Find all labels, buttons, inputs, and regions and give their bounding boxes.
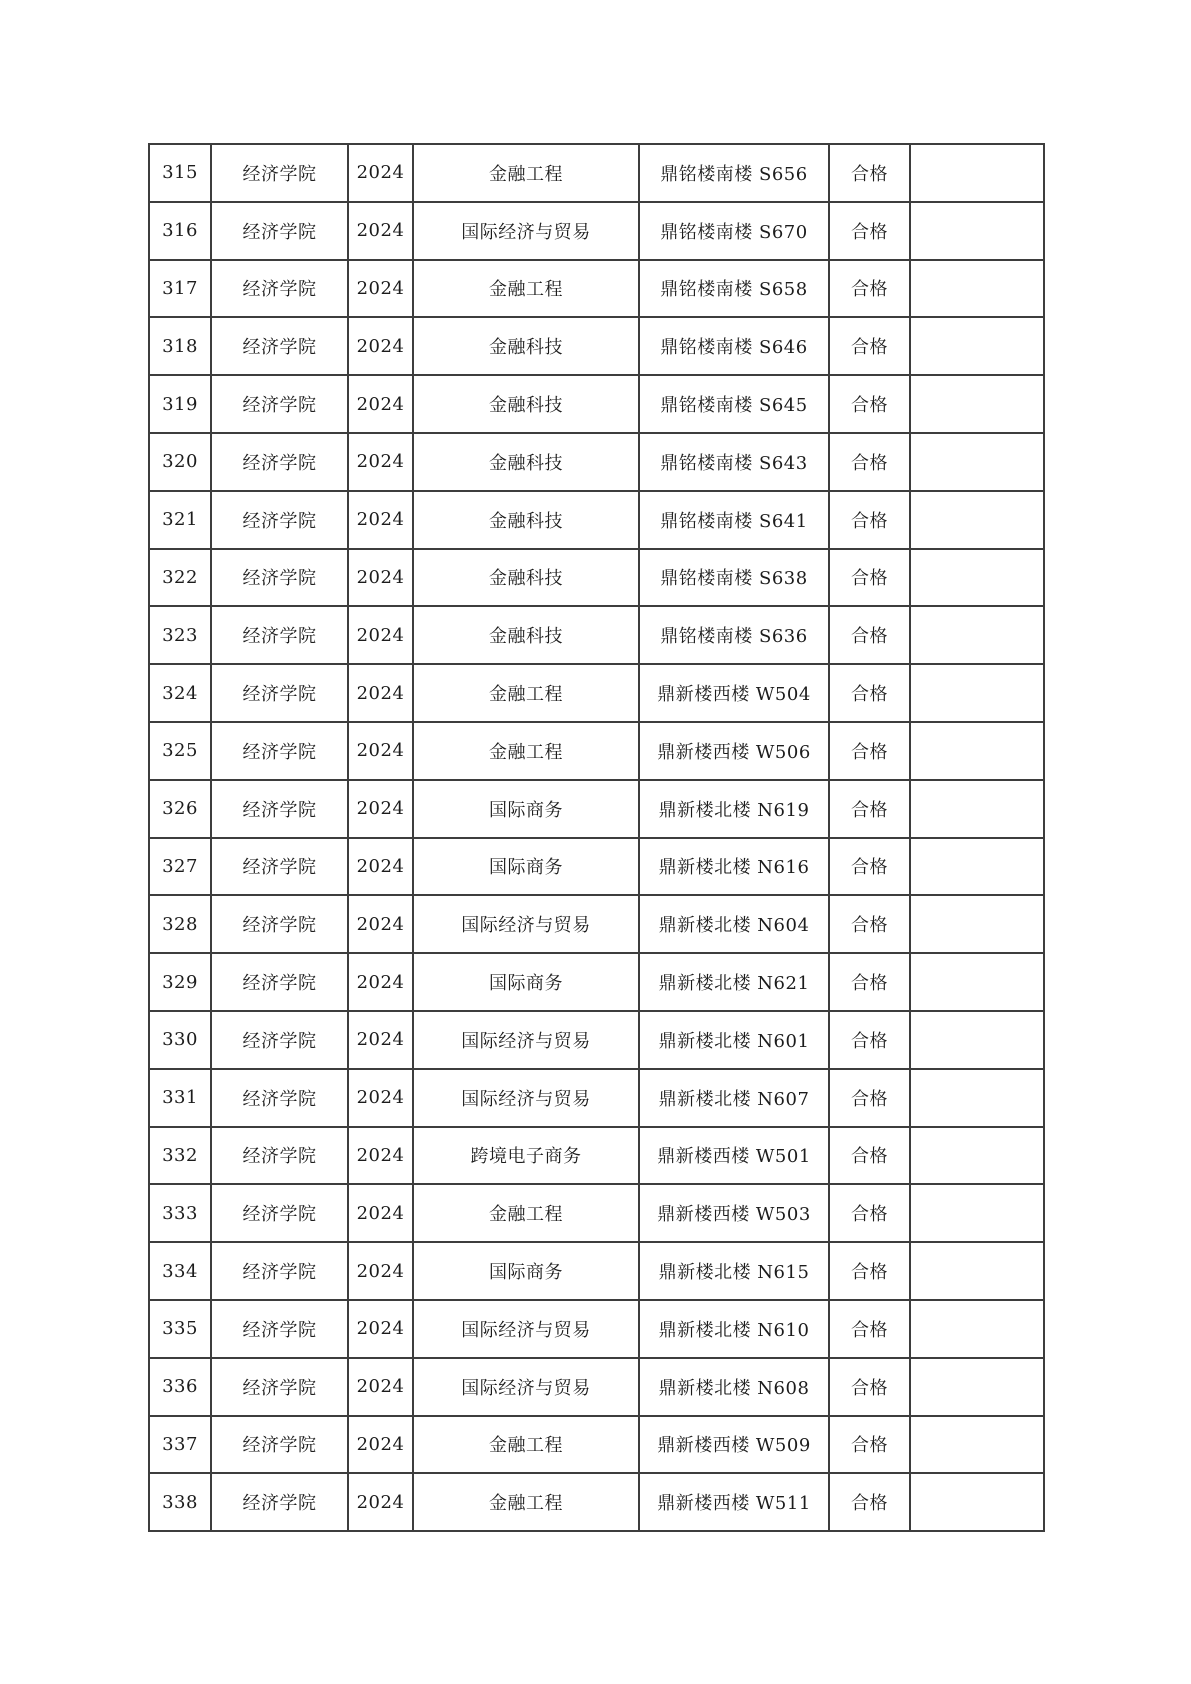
room-cell: 鼎新楼北楼 N601 bbox=[639, 1011, 829, 1069]
row-number-cell: 332 bbox=[149, 1127, 211, 1185]
room-cell: 鼎铭楼南楼 S646 bbox=[639, 317, 829, 375]
major-cell: 金融工程 bbox=[413, 144, 639, 202]
room-cell: 鼎新楼北楼 N608 bbox=[639, 1358, 829, 1416]
college-cell: 经济学院 bbox=[211, 144, 348, 202]
major-cell: 金融工程 bbox=[413, 664, 639, 722]
major-cell: 国际经济与贸易 bbox=[413, 1069, 639, 1127]
major-cell: 国际经济与贸易 bbox=[413, 1358, 639, 1416]
result-cell: 合格 bbox=[829, 317, 910, 375]
row-number-cell: 334 bbox=[149, 1242, 211, 1300]
year-cell: 2024 bbox=[348, 606, 413, 664]
result-cell: 合格 bbox=[829, 722, 910, 780]
note-cell bbox=[910, 1473, 1044, 1531]
row-number-cell: 328 bbox=[149, 895, 211, 953]
year-cell: 2024 bbox=[348, 375, 413, 433]
result-cell: 合格 bbox=[829, 375, 910, 433]
exam-room-table bbox=[148, 143, 1045, 1532]
college-cell: 经济学院 bbox=[211, 1184, 348, 1242]
year-cell: 2024 bbox=[348, 1127, 413, 1185]
row-number-cell: 336 bbox=[149, 1358, 211, 1416]
room-cell: 鼎新楼北楼 N610 bbox=[639, 1300, 829, 1358]
result-cell: 合格 bbox=[829, 664, 910, 722]
note-cell bbox=[910, 317, 1044, 375]
table-row bbox=[149, 1473, 1044, 1531]
major-cell: 金融工程 bbox=[413, 722, 639, 780]
result-cell: 合格 bbox=[829, 1069, 910, 1127]
college-cell: 经济学院 bbox=[211, 433, 348, 491]
room-cell: 鼎新楼西楼 W501 bbox=[639, 1127, 829, 1185]
year-cell: 2024 bbox=[348, 1242, 413, 1300]
college-cell: 经济学院 bbox=[211, 722, 348, 780]
result-cell: 合格 bbox=[829, 1011, 910, 1069]
row-number-cell: 316 bbox=[149, 202, 211, 260]
row-number-cell: 326 bbox=[149, 780, 211, 838]
year-cell: 2024 bbox=[348, 1416, 413, 1474]
table-row bbox=[149, 1300, 1044, 1358]
college-cell: 经济学院 bbox=[211, 838, 348, 896]
row-number-cell: 337 bbox=[149, 1416, 211, 1474]
major-cell: 国际经济与贸易 bbox=[413, 1011, 639, 1069]
college-cell: 经济学院 bbox=[211, 1416, 348, 1474]
table-row bbox=[149, 722, 1044, 780]
row-number-cell: 335 bbox=[149, 1300, 211, 1358]
college-cell: 经济学院 bbox=[211, 1300, 348, 1358]
note-cell bbox=[910, 549, 1044, 607]
table-row bbox=[149, 664, 1044, 722]
college-cell: 经济学院 bbox=[211, 780, 348, 838]
major-cell: 金融工程 bbox=[413, 260, 639, 318]
table-row bbox=[149, 433, 1044, 491]
row-number-cell: 329 bbox=[149, 953, 211, 1011]
year-cell: 2024 bbox=[348, 317, 413, 375]
note-cell bbox=[910, 1127, 1044, 1185]
year-cell: 2024 bbox=[348, 260, 413, 318]
row-number-cell: 319 bbox=[149, 375, 211, 433]
row-number-cell: 315 bbox=[149, 144, 211, 202]
table-row bbox=[149, 491, 1044, 549]
result-cell: 合格 bbox=[829, 1242, 910, 1300]
major-cell: 国际经济与贸易 bbox=[413, 895, 639, 953]
major-cell: 金融科技 bbox=[413, 375, 639, 433]
year-cell: 2024 bbox=[348, 1011, 413, 1069]
result-cell: 合格 bbox=[829, 1184, 910, 1242]
table-row bbox=[149, 1127, 1044, 1185]
note-cell bbox=[910, 1011, 1044, 1069]
table-row bbox=[149, 1184, 1044, 1242]
college-cell: 经济学院 bbox=[211, 1011, 348, 1069]
row-number-cell: 330 bbox=[149, 1011, 211, 1069]
note-cell bbox=[910, 1184, 1044, 1242]
year-cell: 2024 bbox=[348, 722, 413, 780]
result-cell: 合格 bbox=[829, 838, 910, 896]
table-row bbox=[149, 202, 1044, 260]
college-cell: 经济学院 bbox=[211, 1473, 348, 1531]
year-cell: 2024 bbox=[348, 144, 413, 202]
note-cell bbox=[910, 433, 1044, 491]
room-cell: 鼎新楼北楼 N621 bbox=[639, 953, 829, 1011]
year-cell: 2024 bbox=[348, 1358, 413, 1416]
row-number-cell: 317 bbox=[149, 260, 211, 318]
room-cell: 鼎铭楼南楼 S638 bbox=[639, 549, 829, 607]
table-row bbox=[149, 780, 1044, 838]
row-number-cell: 331 bbox=[149, 1069, 211, 1127]
year-cell: 2024 bbox=[348, 1300, 413, 1358]
room-cell: 鼎新楼北楼 N615 bbox=[639, 1242, 829, 1300]
room-cell: 鼎铭楼南楼 S656 bbox=[639, 144, 829, 202]
result-cell: 合格 bbox=[829, 1127, 910, 1185]
major-cell: 国际经济与贸易 bbox=[413, 202, 639, 260]
year-cell: 2024 bbox=[348, 1069, 413, 1127]
major-cell: 金融科技 bbox=[413, 317, 639, 375]
note-cell bbox=[910, 144, 1044, 202]
year-cell: 2024 bbox=[348, 664, 413, 722]
year-cell: 2024 bbox=[348, 895, 413, 953]
note-cell bbox=[910, 722, 1044, 780]
row-number-cell: 322 bbox=[149, 549, 211, 607]
major-cell: 金融工程 bbox=[413, 1184, 639, 1242]
result-cell: 合格 bbox=[829, 1358, 910, 1416]
year-cell: 2024 bbox=[348, 838, 413, 896]
college-cell: 经济学院 bbox=[211, 1358, 348, 1416]
note-cell bbox=[910, 375, 1044, 433]
result-cell: 合格 bbox=[829, 549, 910, 607]
room-cell: 鼎新楼北楼 N607 bbox=[639, 1069, 829, 1127]
result-cell: 合格 bbox=[829, 202, 910, 260]
major-cell: 国际商务 bbox=[413, 838, 639, 896]
year-cell: 2024 bbox=[348, 780, 413, 838]
note-cell bbox=[910, 260, 1044, 318]
room-cell: 鼎铭楼南楼 S643 bbox=[639, 433, 829, 491]
result-cell: 合格 bbox=[829, 491, 910, 549]
college-cell: 经济学院 bbox=[211, 1242, 348, 1300]
table-row bbox=[149, 1358, 1044, 1416]
result-cell: 合格 bbox=[829, 895, 910, 953]
major-cell: 国际商务 bbox=[413, 1242, 639, 1300]
result-cell: 合格 bbox=[829, 780, 910, 838]
row-number-cell: 320 bbox=[149, 433, 211, 491]
year-cell: 2024 bbox=[348, 1473, 413, 1531]
major-cell: 国际经济与贸易 bbox=[413, 1300, 639, 1358]
college-cell: 经济学院 bbox=[211, 491, 348, 549]
result-cell: 合格 bbox=[829, 433, 910, 491]
room-cell: 鼎铭楼南楼 S645 bbox=[639, 375, 829, 433]
year-cell: 2024 bbox=[348, 953, 413, 1011]
result-cell: 合格 bbox=[829, 953, 910, 1011]
college-cell: 经济学院 bbox=[211, 895, 348, 953]
room-cell: 鼎新楼西楼 W503 bbox=[639, 1184, 829, 1242]
result-cell: 合格 bbox=[829, 606, 910, 664]
year-cell: 2024 bbox=[348, 202, 413, 260]
row-number-cell: 324 bbox=[149, 664, 211, 722]
note-cell bbox=[910, 606, 1044, 664]
table-row bbox=[149, 953, 1044, 1011]
result-cell: 合格 bbox=[829, 1300, 910, 1358]
table-row bbox=[149, 606, 1044, 664]
table-row bbox=[149, 895, 1044, 953]
row-number-cell: 338 bbox=[149, 1473, 211, 1531]
table-row bbox=[149, 838, 1044, 896]
note-cell bbox=[910, 202, 1044, 260]
college-cell: 经济学院 bbox=[211, 1069, 348, 1127]
year-cell: 2024 bbox=[348, 433, 413, 491]
row-number-cell: 321 bbox=[149, 491, 211, 549]
room-cell: 鼎新楼西楼 W504 bbox=[639, 664, 829, 722]
table-row bbox=[149, 375, 1044, 433]
room-cell: 鼎新楼西楼 W509 bbox=[639, 1416, 829, 1474]
college-cell: 经济学院 bbox=[211, 260, 348, 318]
row-number-cell: 327 bbox=[149, 838, 211, 896]
note-cell bbox=[910, 491, 1044, 549]
year-cell: 2024 bbox=[348, 1184, 413, 1242]
row-number-cell: 318 bbox=[149, 317, 211, 375]
room-cell: 鼎新楼西楼 W506 bbox=[639, 722, 829, 780]
note-cell bbox=[910, 838, 1044, 896]
row-number-cell: 333 bbox=[149, 1184, 211, 1242]
table-row bbox=[149, 317, 1044, 375]
college-cell: 经济学院 bbox=[211, 375, 348, 433]
room-cell: 鼎新楼北楼 N619 bbox=[639, 780, 829, 838]
major-cell: 金融工程 bbox=[413, 1416, 639, 1474]
note-cell bbox=[910, 1069, 1044, 1127]
room-cell: 鼎新楼北楼 N604 bbox=[639, 895, 829, 953]
college-cell: 经济学院 bbox=[211, 202, 348, 260]
table-row bbox=[149, 549, 1044, 607]
table-row bbox=[149, 1011, 1044, 1069]
room-cell: 鼎铭楼南楼 S641 bbox=[639, 491, 829, 549]
college-cell: 经济学院 bbox=[211, 549, 348, 607]
result-cell: 合格 bbox=[829, 1473, 910, 1531]
result-cell: 合格 bbox=[829, 144, 910, 202]
room-cell: 鼎铭楼南楼 S636 bbox=[639, 606, 829, 664]
note-cell bbox=[910, 1242, 1044, 1300]
note-cell bbox=[910, 1416, 1044, 1474]
table-row bbox=[149, 1242, 1044, 1300]
major-cell: 跨境电子商务 bbox=[413, 1127, 639, 1185]
result-cell: 合格 bbox=[829, 1416, 910, 1474]
room-cell: 鼎新楼西楼 W511 bbox=[639, 1473, 829, 1531]
row-number-cell: 323 bbox=[149, 606, 211, 664]
note-cell bbox=[910, 895, 1044, 953]
note-cell bbox=[910, 953, 1044, 1011]
year-cell: 2024 bbox=[348, 491, 413, 549]
table-row bbox=[149, 260, 1044, 318]
major-cell: 金融科技 bbox=[413, 606, 639, 664]
room-cell: 鼎新楼北楼 N616 bbox=[639, 838, 829, 896]
college-cell: 经济学院 bbox=[211, 606, 348, 664]
year-cell: 2024 bbox=[348, 549, 413, 607]
note-cell bbox=[910, 780, 1044, 838]
note-cell bbox=[910, 1300, 1044, 1358]
college-cell: 经济学院 bbox=[211, 664, 348, 722]
college-cell: 经济学院 bbox=[211, 953, 348, 1011]
table-body bbox=[149, 144, 1044, 1531]
room-cell: 鼎铭楼南楼 S658 bbox=[639, 260, 829, 318]
note-cell bbox=[910, 664, 1044, 722]
table-row bbox=[149, 1416, 1044, 1474]
major-cell: 金融科技 bbox=[413, 433, 639, 491]
note-cell bbox=[910, 1358, 1044, 1416]
result-cell: 合格 bbox=[829, 260, 910, 318]
major-cell: 金融科技 bbox=[413, 549, 639, 607]
major-cell: 金融科技 bbox=[413, 491, 639, 549]
table-row bbox=[149, 1069, 1044, 1127]
major-cell: 国际商务 bbox=[413, 780, 639, 838]
table-row bbox=[149, 144, 1044, 202]
college-cell: 经济学院 bbox=[211, 317, 348, 375]
row-number-cell: 325 bbox=[149, 722, 211, 780]
major-cell: 金融工程 bbox=[413, 1473, 639, 1531]
room-cell: 鼎铭楼南楼 S670 bbox=[639, 202, 829, 260]
college-cell: 经济学院 bbox=[211, 1127, 348, 1185]
major-cell: 国际商务 bbox=[413, 953, 639, 1011]
